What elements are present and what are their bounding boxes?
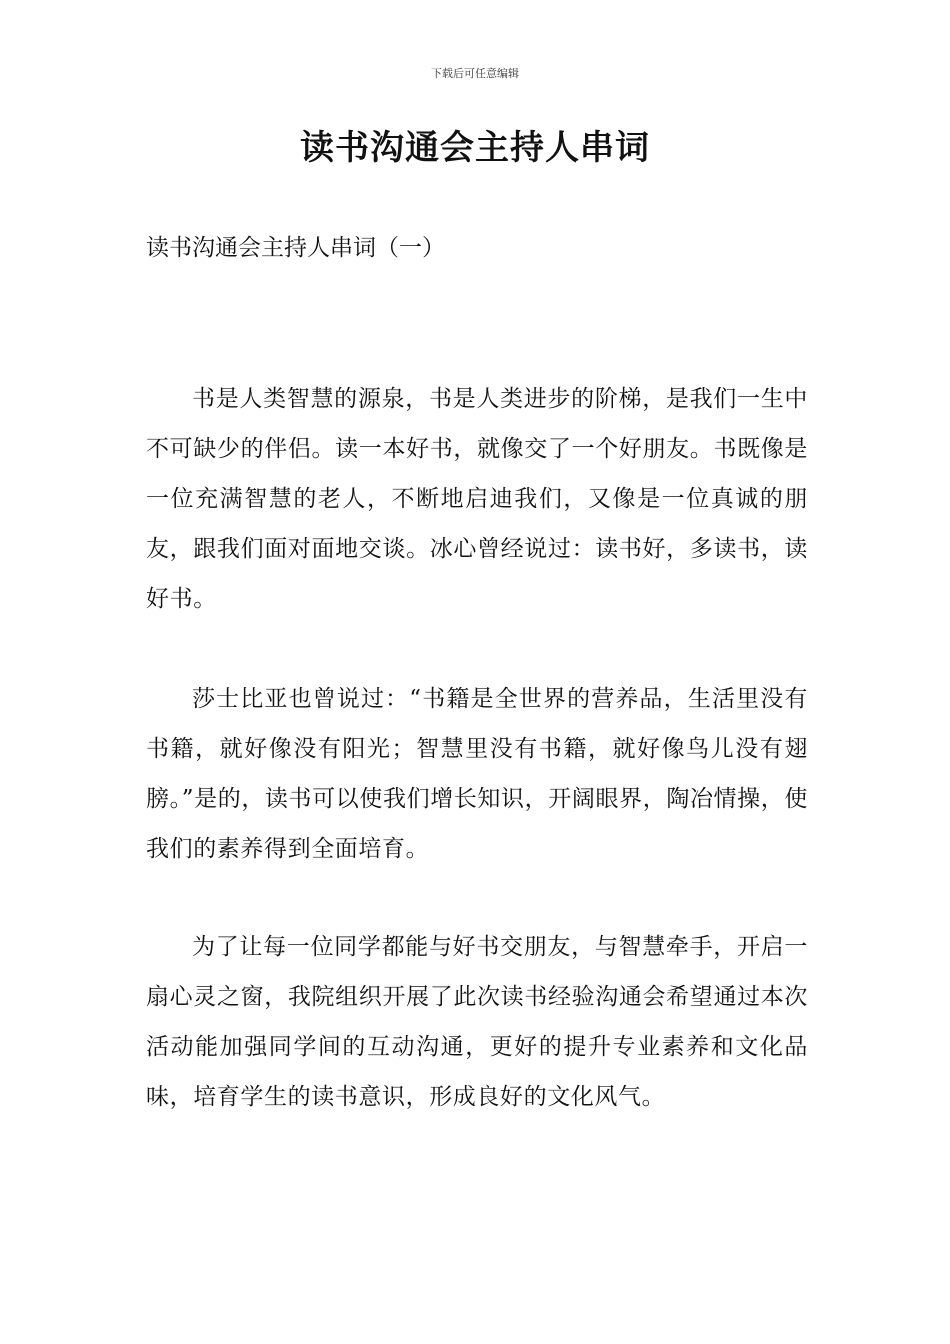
- document-title: 读书沟通会主持人串词: [300, 128, 650, 168]
- paragraph-3: 为了让每一位同学都能与好书交朋友，与智慧牵手，开启一扇心灵之窗，我院组织开展了此次读书经验沟通会希望通过本次活动能加强同学间的互动沟通，更好的提升专业素养和文化品味，培育学生的读书意识，形成良好的文化风气。: [146, 934, 808, 1110]
- section-heading: 读书沟通会主持人串词（一）: [146, 235, 445, 261]
- page-header-note: 下载后可任意编辑: [431, 67, 519, 80]
- paragraph-2: 莎士比亚也曾说过：“书籍是全世界的营养品，生活里没有书籍，就好像没有阳光；智慧里没有书籍，就好像鸟儿没有翅膀。”是的，读书可以使我们增长知识，开阔眼界，陶冶情操，使我们的素养得到全面培育。: [146, 686, 808, 862]
- paragraph-1: 书是人类智慧的源泉，书是人类进步的阶梯，是我们一生中不可缺少的伴侣。读一本好书，就像交了一个好朋友。书既像是一位充满智慧的老人，不断地启迪我们，又像是一位真诚的朋友，跟我们面对面地交谈。冰心曾经说过：读书好，多读书，读好书。: [146, 386, 808, 612]
